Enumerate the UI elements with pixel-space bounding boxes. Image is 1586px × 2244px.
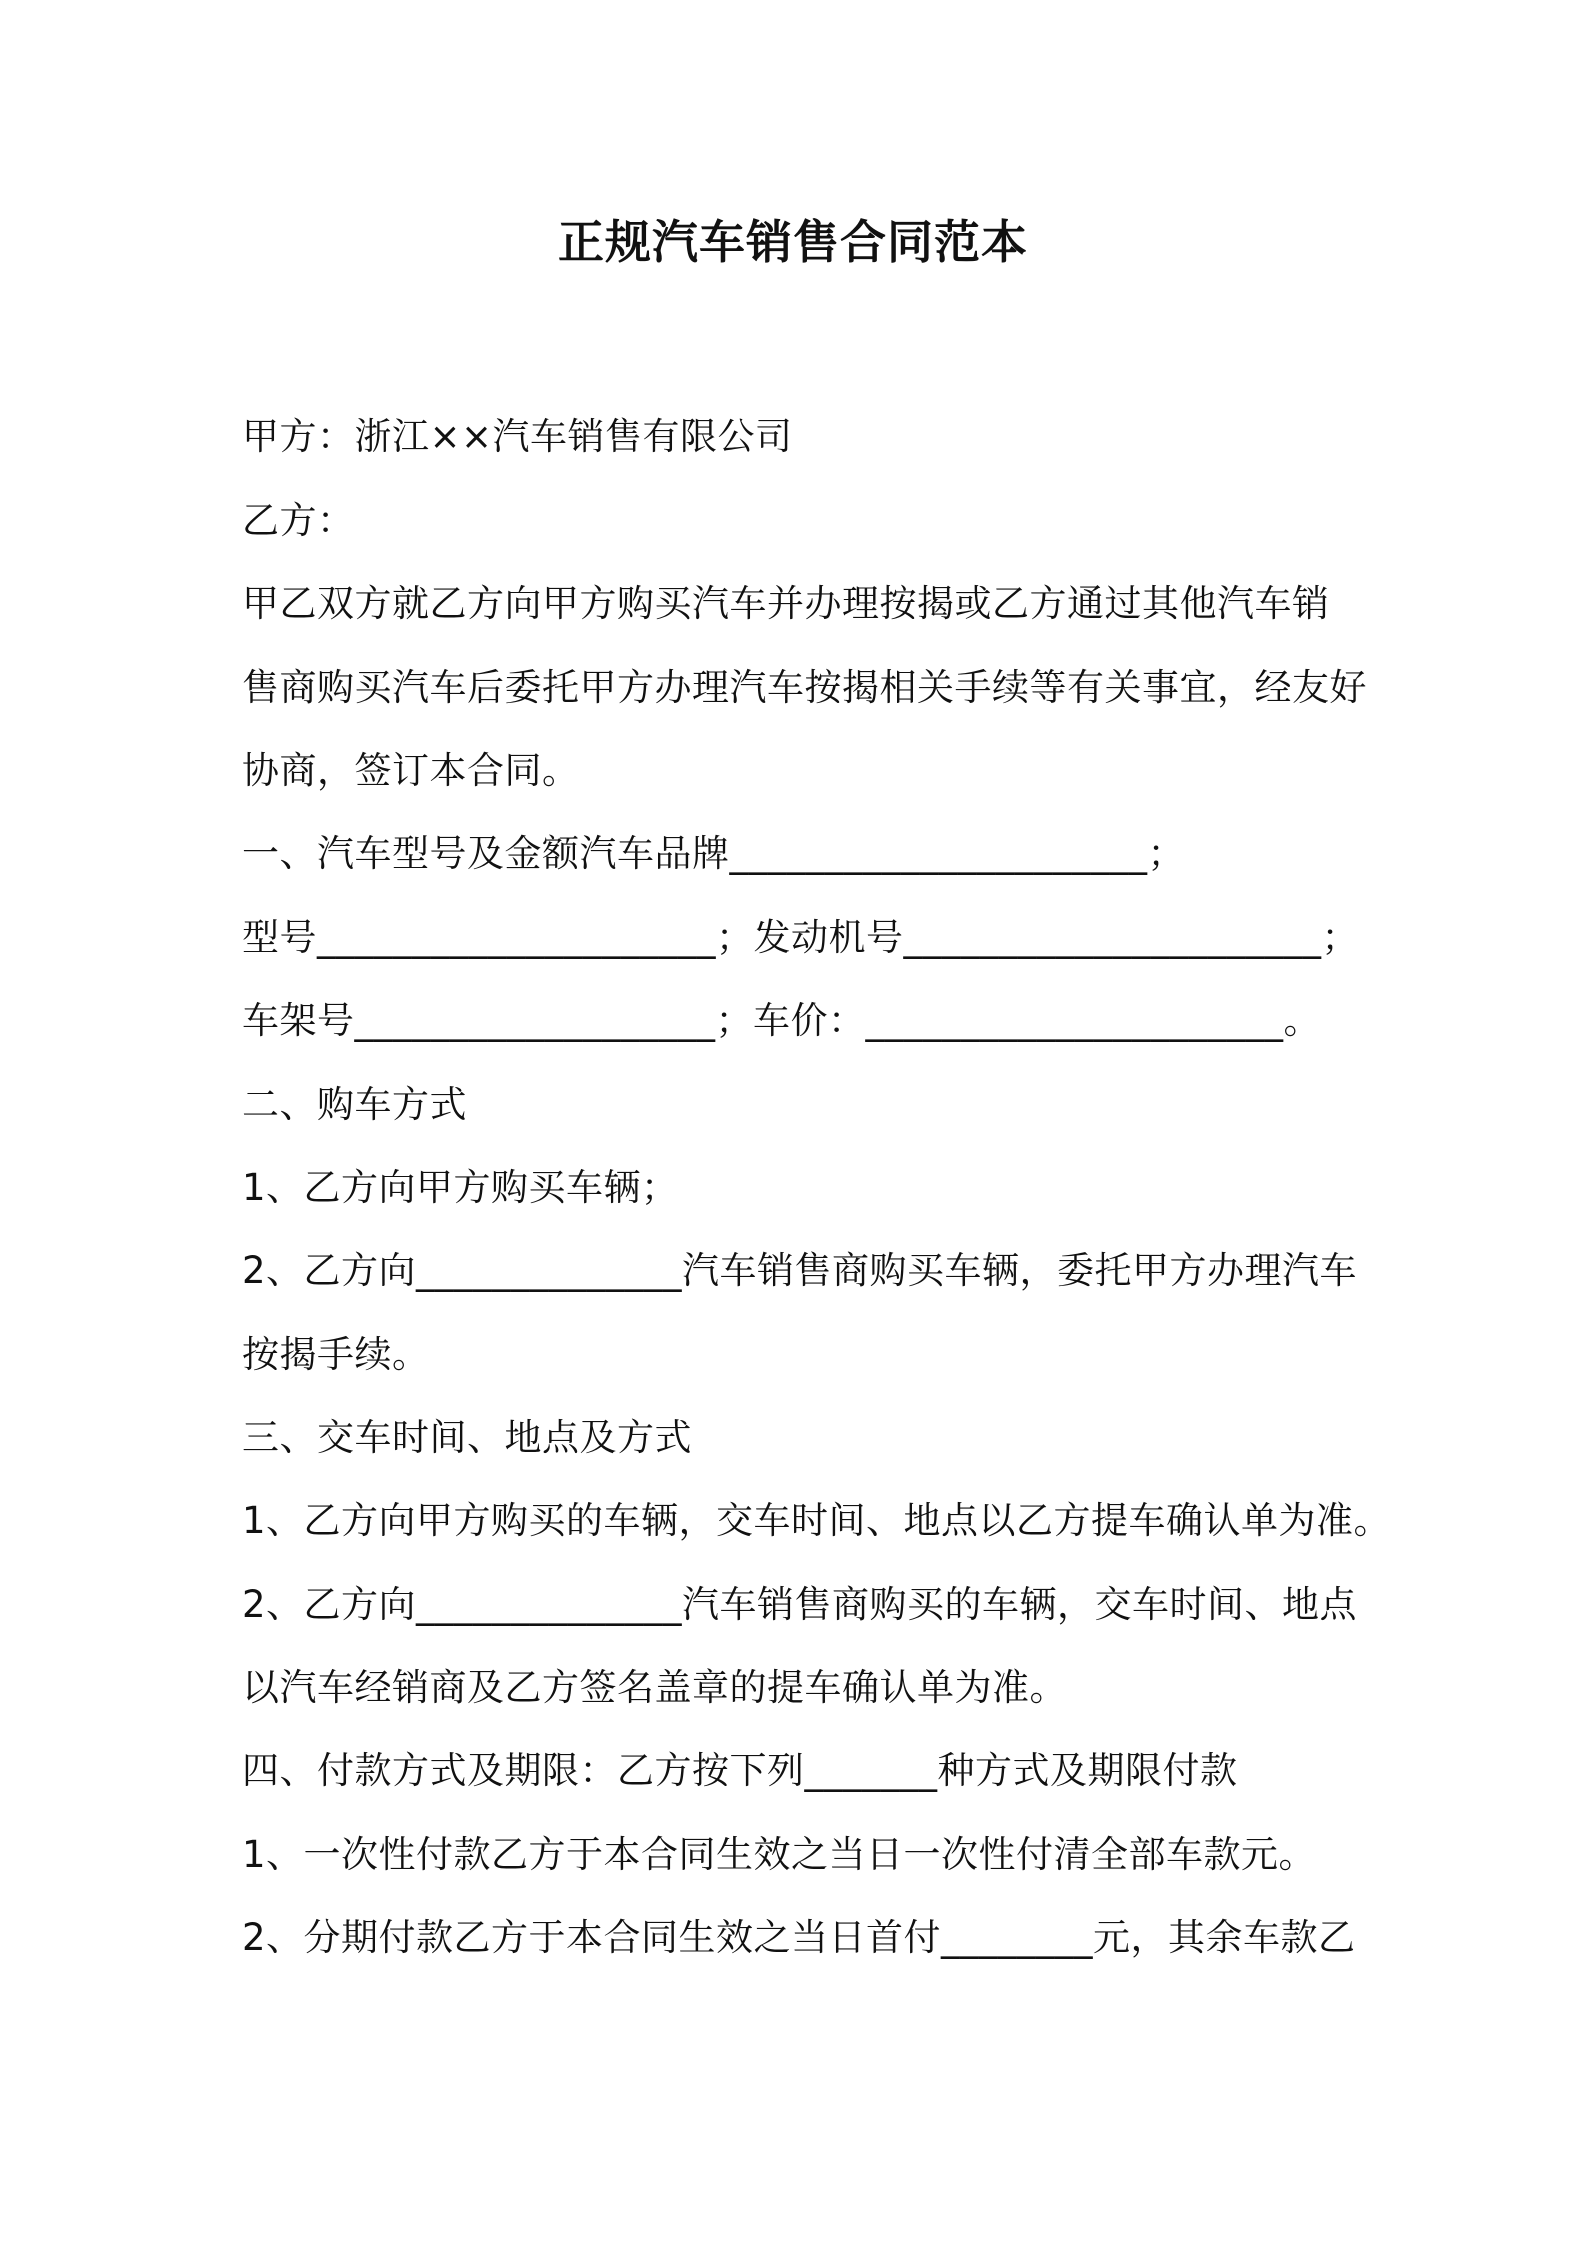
section-3-item-1: 1、乙方向甲方购买的车辆，交车时间、地点以乙方提车确认单为准。 (242, 1499, 1392, 1542)
section-4-heading: 四、付款方式及期限：乙方按下列_______种方式及期限付款 (242, 1749, 1238, 1792)
model-engine-line: 型号_____________________；发动机号______________________； (242, 916, 1359, 959)
section-3-item-2-line-2: 以汽车经销商及乙方签名盖章的提车确认单为准。 (242, 1666, 1067, 1709)
section-1-heading: 一、汽车型号及金额汽车品牌______________________； (242, 832, 1185, 875)
document-title: 正规汽车销售合同范本 (558, 215, 1028, 269)
section-2-item-2-line-2: 按揭手续。 (242, 1333, 430, 1376)
intro-paragraph-line-2: 售商购买汽车后委托甲方办理汽车按揭相关手续等有关事宜，经友好 (242, 666, 1367, 709)
section-2-item-2-line-1: 2、乙方向______________汽车销售商购买车辆，委托甲方办理汽车 (242, 1249, 1358, 1292)
section-2-item-1: 1、乙方向甲方购买车辆； (242, 1166, 679, 1209)
party-b-line: 乙方： (242, 499, 355, 542)
section-3-heading: 三、交车时间、地点及方式 (242, 1416, 692, 1459)
section-4-item-1: 1、一次性付款乙方于本合同生效之当日一次性付清全部车款元。 (242, 1833, 1317, 1876)
section-2-heading: 二、购车方式 (242, 1083, 467, 1126)
section-3-item-2-line-1: 2、乙方向______________汽车销售商购买的车辆，交车时间、地点 (242, 1583, 1358, 1626)
intro-paragraph-line-1: 甲乙双方就乙方向甲方购买汽车并办理按揭或乙方通过其他汽车销 (242, 582, 1330, 625)
party-a-line: 甲方：浙江××汽车销售有限公司 (242, 415, 793, 458)
section-4-item-2: 2、分期付款乙方于本合同生效之当日首付________元，其余车款乙 (242, 1916, 1356, 1959)
frame-price-line: 车架号___________________；车价：______________________。 (242, 999, 1321, 1042)
intro-paragraph-line-3: 协商，签订本合同。 (242, 749, 580, 792)
